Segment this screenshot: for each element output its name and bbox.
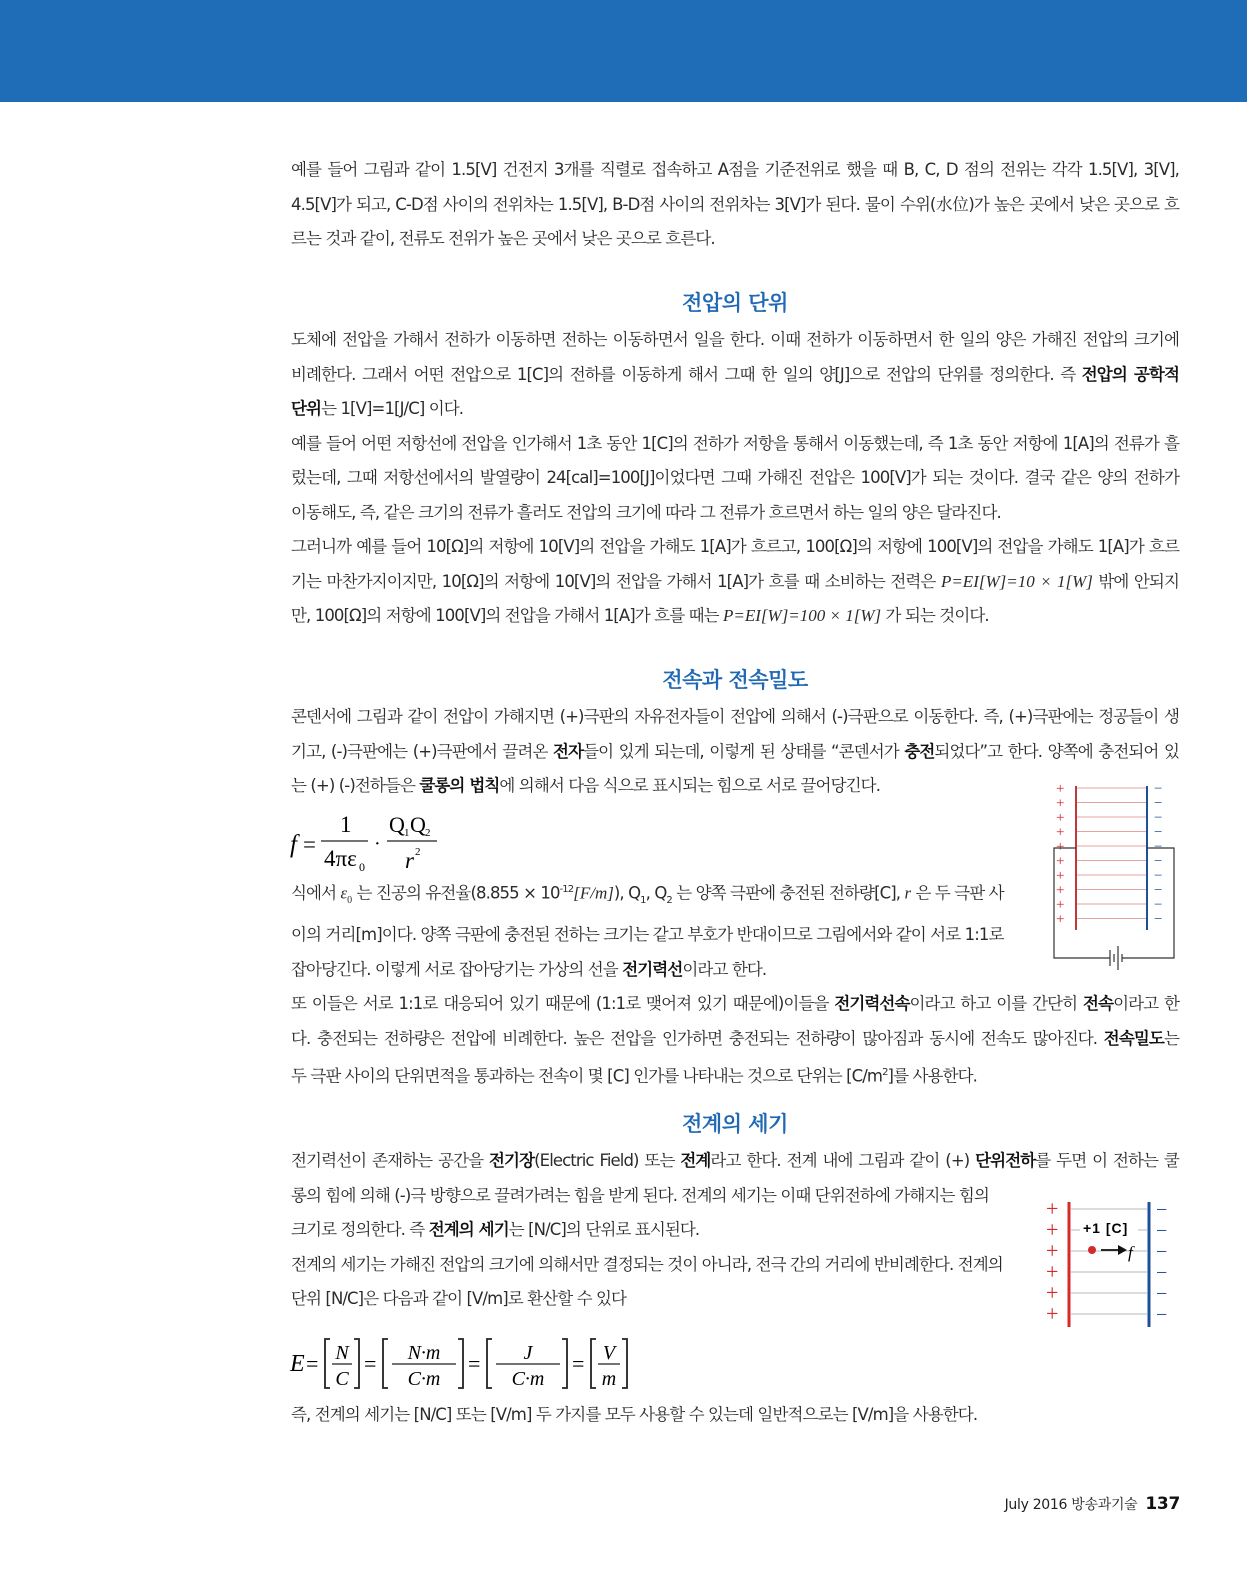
section-title-voltage-unit: 전압의 단위	[682, 291, 788, 315]
section-title-field-strength: 전계의 세기	[682, 1112, 788, 1136]
power-formula-100: P=EI[W]=100 × 1[W]	[723, 606, 882, 625]
svg-text:1: 1	[404, 827, 410, 839]
minus-charge-icon: −	[1156, 1220, 1168, 1242]
text-line: 만, 100[Ω]의 저항에 100[V]의 전압을 가해서 1[A]가 흐를 때는 P=EI[W]=100 × 1[W] 가 되는 것이다.	[291, 606, 989, 625]
section-flux-body-top	[291, 700, 1179, 804]
field-unit-formula	[288, 1333, 638, 1393]
svg-text:=: =	[303, 832, 316, 857]
text-line: 다. 충전되는 전하량은 전압에 비례한다. 높은 전압을 인가하면 충전되는 전하량이 많아짐과 동시에 전속도 많아진다. 전속밀도는	[291, 1028, 1179, 1048]
text-line: 예를 들어 어떤 저항선에 전압을 인가해서 1초 동안 1[C]의 전하가 저항을 통해서 이동했는데, 즉 1초 동안 저항에 1[A]의 전류가 흘	[291, 433, 1179, 453]
power-formula-10: P=EI[W]=10 × 1[W]	[940, 571, 1093, 591]
text-line: 또 이들은 서로 1:1로 대응되어 있기 때문에 (1:1로 맺어져 있기 때문에)이들을 전기력선속이라고 하고 이를 간단히 전속이라고 한	[291, 994, 1179, 1014]
text-line: 전계의 세기는 가해진 전압의 크기에 의해서만 결정되는 것이 아니라, 전극 간의 거리에 반비례한다. 전계의	[291, 1254, 1003, 1274]
minus-charge-icon: −	[1154, 782, 1163, 797]
text-line: 르는 것과 같이, 전류도 전위가 높은 곳에서 낮은 곳으로 흐른다.	[291, 229, 715, 248]
force-label: f	[1128, 1243, 1133, 1262]
text-line: 4.5[V]가 되고, C-D점 사이의 전위차는 1.5[V], B-D점 사이의 전위차는 3[V]가 된다. 물이 수위(水位)가 높은 곳에서 낮은 곳으로 흐	[291, 194, 1179, 214]
text-line: 예를 들어 그림과 같이 1.5[V] 건전지 3개를 직렬로 접속하고 A점을 기준전위로 했을 때 B, C, D 점의 전위는 각각 1.5[V], 3[V],	[291, 160, 1179, 179]
capacitor-diagram	[1050, 782, 1180, 972]
plus-charge-icon: +	[1056, 824, 1065, 841]
text-line: 비례한다. 그래서 어떤 전압으로 1[C]의 전하를 이동하게 해서 그때 한 일의 양[J]으로 전압의 단위를 정의한다. 즉 전압의 공학적	[291, 364, 1179, 384]
unit-charge-label: +1 [C]	[1083, 1220, 1129, 1236]
text-line: 렀는데, 그때 저항선에서의 발열량이 24[cal]=100[J]이었다면 그때 가해진 전압은 100[V]가 되는 것이다. 결국 같은 양의 전하가	[291, 468, 1179, 487]
minus-charge-icon: −	[1154, 911, 1163, 928]
plus-charge-icon: +	[1046, 1259, 1059, 1284]
svg-text:=: =	[468, 1351, 481, 1376]
text-line: 즉, 전계의 세기는 [N/C] 또는 [V/m] 두 가지를 모두 사용할 수 있는데 일반적으로는 [V/m]을 사용한다.	[291, 1405, 978, 1424]
text-line: 는 (+) (-)전하들은 쿨롱의 법칙에 의해서 다음 식으로 표시되는 힘으로 서로 끌어당긴다.	[291, 776, 881, 795]
plus-charge-icon: +	[1056, 911, 1065, 928]
svg-text:Q: Q	[410, 812, 426, 837]
svg-text:N·m: N·m	[407, 1342, 441, 1364]
svg-text:N: N	[335, 1342, 349, 1364]
svg-text:m: m	[601, 1368, 617, 1390]
svg-text:C: C	[335, 1368, 349, 1390]
plus-charge-icon: +	[1056, 839, 1065, 855]
minus-charge-icon: −	[1154, 882, 1163, 899]
intro-paragraph	[291, 153, 1179, 257]
plus-charge-icon: +	[1056, 782, 1065, 797]
issue-label: July 2016 방송과기술	[1004, 1497, 1138, 1513]
unit-charge-dot	[1088, 1246, 1096, 1254]
minus-charge-icon: −	[1154, 824, 1163, 841]
minus-charge-icon: −	[1154, 839, 1163, 855]
text-line: 도체에 전압을 가해서 전하가 이동하면 전하는 이동하면서 일을 한다. 이때 전하가 이동하면서 한 일의 양은 가해진 전압의 크기에	[291, 330, 1179, 349]
electric-field-diagram	[1046, 1202, 1181, 1332]
svg-text:2: 2	[425, 827, 431, 839]
text-line: 그러니까 예를 들어 10[Ω]의 저항에 10[V]의 전압을 가해도 1[A]가 흐르고, 100[Ω]의 저항에 100[V]의 전압을 가해도 1[A]가 흐르	[291, 537, 1179, 556]
svg-text:E: E	[290, 1351, 305, 1377]
plus-charge-icon: +	[1056, 882, 1065, 899]
minus-charge-icon: −	[1154, 868, 1163, 884]
svg-text:2: 2	[415, 846, 421, 858]
text-line: 식에서 $\varepsilon_0$ 는 진공의 유전율$(8.855 \times 10^{-12}[F/m])$, $Q_1$, $Q_2$ 는 양쪽 극판에 충전된 전하량[C], r 은 두 극판 사	[291, 883, 1004, 906]
page-footer	[1005, 1494, 1180, 1514]
section-title-flux: 전속과 전속밀도	[662, 668, 808, 692]
plus-charge-icon: +	[1046, 1202, 1059, 1221]
plus-charge-icon: +	[1056, 795, 1065, 812]
svg-text:C·m: C·m	[511, 1368, 545, 1390]
text-line: 단위는 1[V]=1[J/C] 이다.	[291, 399, 464, 418]
text-line: 이동해도, 즉, 같은 크기의 전류가 흘러도 전압의 크기에 따라 그 전류가 흐르면서 하는 일의 양은 달라진다.	[291, 502, 1001, 522]
minus-charge-icon: −	[1154, 853, 1163, 870]
text-line: 콘덴서에 그림과 같이 전압이 가해지면 (+)극판의 자유전자들이 전압에 의해서 (-)극판으로 이동한다. 즉, (+)극판에는 정공들이 생	[291, 707, 1179, 726]
svg-text:1: 1	[340, 812, 352, 837]
text-line: 이의 거리[m]이다. 양쪽 극판에 충전된 전하는 크기는 같고 부호가 반대이므로 그림에서와 같이 서로 1:1로	[291, 925, 1004, 945]
text-line: 두 극판 사이의 단위면적을 통과하는 전속이 몇 [C] 인가를 나타내는 것으로 단위는 $[C/m^2]$를 사용한다.	[291, 1066, 977, 1086]
coulomb-formula	[288, 808, 458, 876]
svg-text:4πε: 4πε	[324, 846, 357, 871]
svg-text:=: =	[364, 1351, 377, 1376]
minus-charge-icon: −	[1156, 1262, 1168, 1284]
text-line: 단위 [N/C]은 다음과 같이 [V/m]로 환산할 수 있다	[291, 1289, 627, 1308]
text-line: 롱의 힘에 의해 (-)극 방향으로 끌려가려는 힘을 받게 된다. 전계의 세기는 이때 단위전하에 가해지는 힘의	[291, 1185, 989, 1205]
text-line: 전기력선이 존재하는 공간을 전기장(Electric Field) 또는 전계라고 한다. 전계 내에 그림과 같이 (+) 단위전하를 두면 이 전하는 쿨	[291, 1151, 1179, 1170]
svg-text:V: V	[602, 1342, 616, 1364]
svg-text:C·m: C·m	[407, 1368, 441, 1390]
svg-text:r: r	[405, 848, 414, 873]
minus-charge-icon: −	[1154, 795, 1163, 812]
section-flux-body-bottom	[291, 873, 1179, 1094]
text-line: 기는 마찬가지이지만, 10[Ω]의 저항에 10[V]의 전압을 가해서 1[A]가 흐를 때 소비하는 전력은 P=EI[W]=10 × 1[W] 밖에 안되지	[291, 571, 1179, 591]
section-voltage-unit-body	[291, 323, 1179, 634]
plus-charge-icon: +	[1046, 1301, 1059, 1326]
plus-charge-icon: +	[1056, 868, 1065, 884]
text-line: 잡아당긴다. 이렇게 서로 잡아당기는 가상의 선을 전기력선이라고 한다.	[291, 959, 767, 979]
plus-charge-icon: +	[1046, 1280, 1059, 1305]
plus-charge-icon: +	[1056, 853, 1065, 870]
minus-charge-icon: −	[1156, 1283, 1168, 1305]
minus-charge-icon: −	[1156, 1304, 1168, 1326]
svg-text:=: =	[572, 1351, 585, 1376]
header-band	[0, 0, 1247, 102]
svg-text:=: =	[306, 1351, 319, 1376]
svg-text:Q: Q	[389, 812, 405, 837]
text-line: 기고, (-)극판에는 (+)극판에서 끌려온 전자들이 있게 되는데, 이렇게 된 상태를 “콘덴서가 충전되었다”고 한다. 양쪽에 충전되어 있	[291, 741, 1179, 761]
plus-charge-icon: +	[1046, 1238, 1059, 1263]
minus-charge-icon: −	[1154, 897, 1163, 913]
svg-text:0: 0	[359, 860, 365, 874]
svg-text:f: f	[290, 831, 297, 858]
plus-charge-icon: +	[1046, 1217, 1059, 1242]
minus-charge-icon: −	[1156, 1241, 1168, 1263]
plus-charge-icon: +	[1056, 897, 1065, 913]
plus-charge-icon: +	[1056, 810, 1065, 826]
section-field-closing	[291, 1398, 1179, 1433]
minus-charge-icon: −	[1156, 1202, 1168, 1221]
svg-text:·: ·	[374, 833, 381, 855]
svg-text:J: J	[523, 1342, 533, 1364]
minus-charge-icon: −	[1154, 810, 1163, 826]
page-number: 137	[1145, 1494, 1180, 1514]
text-line: 크기로 정의한다. 즉 전계의 세기는 [N/C]의 단위로 표시된다.	[291, 1220, 700, 1239]
